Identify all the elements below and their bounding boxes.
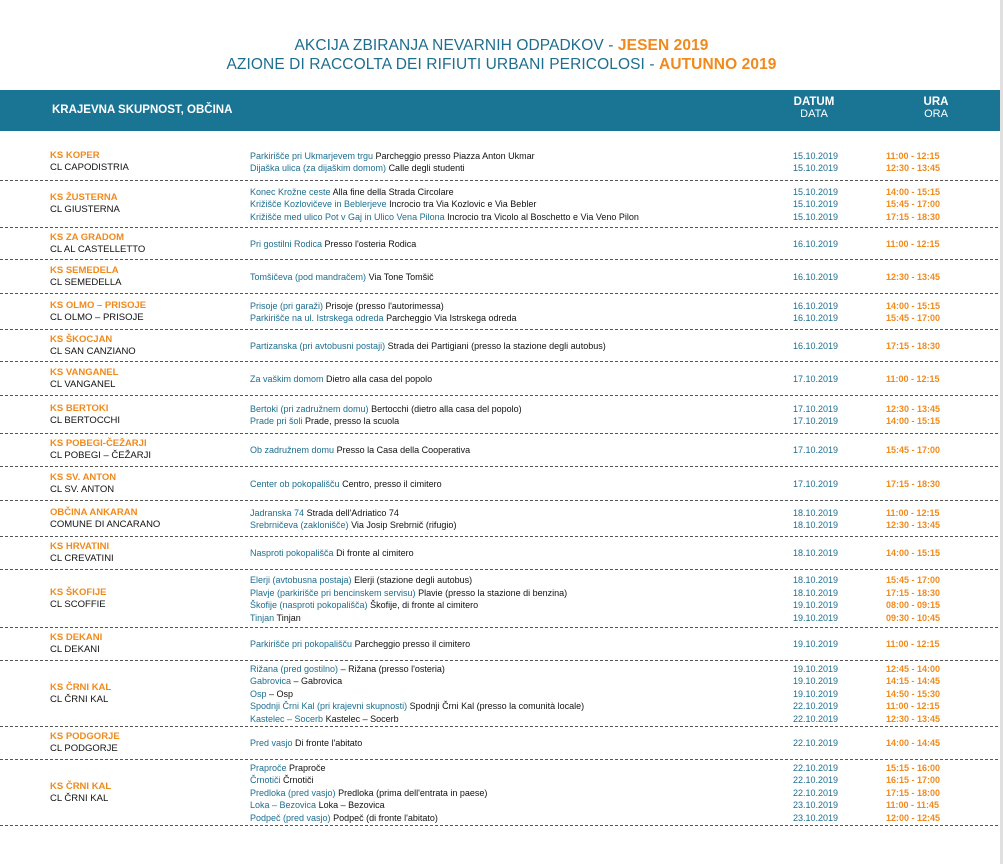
location <box>250 700 584 712</box>
list-item <box>0 812 1003 824</box>
community-name-it: CL SEMEDELLA <box>50 276 122 288</box>
location-it: Tinjan <box>276 612 301 623</box>
date: 22.10.2019 <box>793 762 839 773</box>
location-si: Črnotiči <box>250 775 281 786</box>
time-range: 12:30 - 13:45 <box>886 163 941 173</box>
header-data-label: DATA <box>800 108 828 120</box>
location-si: Spodnji Črni Kal (pri krajevni skupnosti) <box>250 701 408 712</box>
location-si: Parkirišče na ul. Istrskega odreda <box>250 313 384 323</box>
time-range: 14:15 - 14:45 <box>886 676 941 687</box>
community-name-si: KS OLMO – PRISOJE <box>50 299 147 311</box>
time-range: 14:00 - 15:15 <box>886 186 941 197</box>
list-item <box>0 340 1003 352</box>
time-range: 12:00 - 12:45 <box>886 812 941 823</box>
date: 19.10.2019 <box>793 688 839 699</box>
location-si: Partizanska (pri avtobusni postaji) <box>250 340 386 351</box>
location-it: Bertocchi (dietro alla casa del popolo) <box>371 403 522 414</box>
location-it: Incrocio tra Via Kozlovic e Via Bebler <box>389 199 537 210</box>
location <box>250 373 432 385</box>
location <box>250 675 342 687</box>
list-item <box>0 300 1003 312</box>
list-item <box>0 186 1003 198</box>
table-row <box>0 661 1003 727</box>
location <box>250 312 517 324</box>
location-si: Tinjan <box>250 612 275 623</box>
location <box>250 737 362 749</box>
location-si: Pred vasjo <box>250 738 293 749</box>
date: 19.10.2019 <box>793 663 839 674</box>
table-row <box>0 181 1003 228</box>
location-si: Prisoje (pri garaži) <box>250 300 324 311</box>
date: 19.10.2019 <box>793 676 839 687</box>
table-row <box>0 760 1003 826</box>
community-name-it: CL GIUSTERNA <box>50 204 120 215</box>
list-item <box>0 587 1003 599</box>
location-si: Dijaška ulica (za dijaškim domom) <box>250 163 387 173</box>
location-si: Prade pri šoli <box>250 416 303 426</box>
date: 22.10.2019 <box>793 738 839 749</box>
table-row <box>0 330 1003 362</box>
location-it: Dietro alla casa del popolo <box>326 373 433 384</box>
location-si: Pri gostilni Rodica <box>250 238 323 249</box>
date: 15.10.2019 <box>793 186 839 197</box>
date: 16.10.2019 <box>793 313 839 323</box>
location-it: Via Josip Srebrnič (rifugio) <box>351 520 457 530</box>
community-name-si: KS SEMEDELA <box>50 264 119 276</box>
location-si: Jadranska 74 <box>250 507 305 518</box>
list-item <box>0 507 1003 519</box>
location <box>250 774 314 786</box>
community-name-si: KS KOPER <box>50 149 100 161</box>
table-row <box>0 628 1003 661</box>
location <box>250 415 399 427</box>
table-row <box>0 396 1003 434</box>
location-it: Plavie (presso la stazione di benzina) <box>418 587 568 598</box>
date: 17.10.2019 <box>793 478 839 489</box>
table-header <box>0 90 1003 131</box>
list-item <box>0 713 1003 725</box>
community-name-it: CL CREVATINI <box>50 553 114 564</box>
location <box>250 663 445 675</box>
list-item <box>0 663 1003 675</box>
community-name-it: CL OLMO – PRISOJE <box>50 311 144 323</box>
time-range: 12:30 - 13:45 <box>886 713 941 724</box>
time-range: 17:15 - 18:00 <box>886 787 941 798</box>
time-range: 17:15 - 18:30 <box>886 587 941 598</box>
location <box>250 211 639 223</box>
location-si: Nasproti pokopališča <box>250 548 334 559</box>
community-name-si: KS POBEGI-ČEŽARJI <box>50 438 147 449</box>
community-name-it: CL CAPODISTRIA <box>50 161 129 173</box>
date: 17.10.2019 <box>793 445 839 456</box>
location <box>250 150 535 162</box>
time-range: 12:45 - 14:00 <box>886 663 941 674</box>
date: 22.10.2019 <box>793 775 839 786</box>
time-range: 11:00 - 12:15 <box>886 373 940 384</box>
community-name-it: CL BERTOCCHI <box>50 414 121 426</box>
community-name-si: KS HRVATINI <box>50 541 110 552</box>
list-item <box>0 574 1003 586</box>
time-range: 08:00 - 09:15 <box>886 600 941 610</box>
location-si: Ob zadružnem domu <box>250 445 335 456</box>
list-item <box>0 478 1003 490</box>
location-si: Škofije (nasproti pokopališča) <box>250 600 368 610</box>
time-range: 11:00 - 12:15 <box>886 150 940 161</box>
location <box>250 238 416 250</box>
location <box>250 198 536 210</box>
list-item <box>0 688 1003 700</box>
header-datum-label: DATUM <box>793 96 835 108</box>
location-si: Osp <box>250 688 267 699</box>
time-range: 11:00 - 12:15 <box>886 701 940 712</box>
list-item <box>0 612 1003 624</box>
community-name-it: CL POBEGI – ČEŽARJI <box>50 450 152 461</box>
table-row <box>0 260 1003 294</box>
location <box>250 688 293 700</box>
location-it: Di fronte l'abitato <box>295 738 363 749</box>
community-name-it: CL SAN CANZIANO <box>50 345 136 357</box>
location-it: – Rižana (presso l'osteria) <box>340 663 445 674</box>
community-name-it: COMUNE DI ANCARANO <box>50 518 161 530</box>
date: 22.10.2019 <box>793 713 839 724</box>
list-item <box>0 675 1003 687</box>
time-range: 16:15 - 17:00 <box>886 775 941 786</box>
location-si: Loka – Bezovica <box>250 800 317 811</box>
list-item <box>0 198 1003 210</box>
list-item <box>0 415 1003 427</box>
location <box>250 340 606 352</box>
date: 22.10.2019 <box>793 701 839 712</box>
title-line-2 <box>0 56 1003 74</box>
location-it: Calle degli studenti <box>388 163 465 173</box>
community-name-it: CL ČRNI KAL <box>50 693 109 705</box>
list-item <box>0 271 1003 283</box>
location-it: Centro, presso il cimitero <box>342 478 442 489</box>
table-row <box>0 467 1003 501</box>
location <box>250 186 454 198</box>
date: 22.10.2019 <box>793 787 839 798</box>
table-row <box>0 434 1003 467</box>
location-it: Prade, presso la scuola <box>305 416 400 426</box>
location-it: Prisoje (presso l'autorimessa) <box>325 300 444 311</box>
time-range: 14:00 - 15:15 <box>886 300 941 311</box>
time-range: 14:50 - 15:30 <box>886 688 941 699</box>
list-item <box>0 238 1003 250</box>
date: 16.10.2019 <box>793 271 839 282</box>
date: 15.10.2019 <box>793 150 839 161</box>
community-name-it: CL VANGANEL <box>50 378 116 390</box>
location-it: Podpeč (di fronte l'abitato) <box>333 812 438 823</box>
community-name-it: CL SCOFFIE <box>50 598 106 610</box>
time-range: 17:15 - 18:30 <box>886 340 941 351</box>
location <box>250 547 414 559</box>
time-range: 15:45 - 17:00 <box>886 575 941 585</box>
location-si: Podpeč (pred vasjo) <box>250 812 331 823</box>
location <box>250 507 399 519</box>
list-item <box>0 519 1003 531</box>
table-row <box>0 727 1003 760</box>
location-si: Srebrničeva (zaklonišče) <box>250 520 349 530</box>
list-item <box>0 638 1003 650</box>
location-si: Križišče med ulico Pot v Gaj in Ulico Vena Pilona <box>250 211 445 222</box>
community-name-si: KS ČRNI KAL <box>50 780 112 792</box>
location-it: Parcheggio presso il cimitero <box>354 639 471 650</box>
schedule-table <box>0 143 1003 826</box>
location-si: Bertoki (pri zadružnem domu) <box>250 403 369 414</box>
location <box>250 762 326 774</box>
location <box>250 519 456 531</box>
list-item <box>0 312 1003 324</box>
community-name-si: KS VANGANEL <box>50 366 119 378</box>
time-range: 12:30 - 13:45 <box>886 520 941 530</box>
date: 16.10.2019 <box>793 238 839 249</box>
location-it: Alla fine della Strada Circolare <box>332 186 454 197</box>
location <box>250 612 301 624</box>
location-it: Predloka (prima dell'entrata in paese) <box>338 787 488 798</box>
community-name-si: KS ŽUSTERNA <box>50 192 118 203</box>
table-row <box>0 362 1003 396</box>
date: 18.10.2019 <box>793 520 839 530</box>
location-it: Via Tone Tomšič <box>368 271 434 282</box>
list-item <box>0 762 1003 774</box>
location <box>250 574 472 586</box>
location-it: Parcheggio Via Istrskega odreda <box>386 313 517 323</box>
list-item <box>0 211 1003 223</box>
date: 18.10.2019 <box>793 587 839 598</box>
list-item <box>0 403 1003 415</box>
community-name-it: CL PODGORJE <box>50 743 118 754</box>
community-name-it: CL SV. ANTON <box>50 483 115 495</box>
date: 16.10.2019 <box>793 340 839 351</box>
community-name-si: KS SV. ANTON <box>50 471 117 483</box>
time-range: 11:00 - 11:45 <box>886 800 940 811</box>
location-it: Presso l'osteria Rodica <box>324 238 417 249</box>
date: 17.10.2019 <box>793 403 839 414</box>
table-row <box>0 570 1003 628</box>
date: 19.10.2019 <box>793 612 839 623</box>
time-range: 15:15 - 16:00 <box>886 762 941 773</box>
location <box>250 599 478 611</box>
table-row <box>0 143 1003 181</box>
location <box>250 787 487 799</box>
community-name-it: CL DEKANI <box>50 644 100 655</box>
community-name-si: KS BERTOKI <box>50 402 109 414</box>
location <box>250 638 470 650</box>
time-range: 15:45 - 17:00 <box>886 445 941 456</box>
location-it: Praproče <box>289 762 326 773</box>
location <box>250 162 465 174</box>
location-si: Parkirišče pri pokopališču <box>250 639 353 650</box>
list-item <box>0 373 1003 385</box>
time-range: 14:00 - 15:15 <box>886 416 941 426</box>
location-it: Škofije, di fronte al cimitero <box>370 600 479 610</box>
location-it: Kastelec – Socerb <box>325 713 399 724</box>
location-si: Plavje (parkirišče pri bencinskem servisu) <box>250 587 416 598</box>
list-item <box>0 774 1003 786</box>
location-si: Kastelec – Socerb <box>250 713 324 724</box>
time-range: 14:00 - 15:15 <box>886 548 941 559</box>
header-ora-label: ORA <box>924 108 948 120</box>
location-it: Črnotiči <box>283 775 314 786</box>
date: 23.10.2019 <box>793 812 839 823</box>
location <box>250 403 522 415</box>
time-range: 17:15 - 18:30 <box>886 211 941 222</box>
list-item <box>0 737 1003 749</box>
location-it: – Gabrovica <box>293 676 343 687</box>
location <box>250 713 399 725</box>
time-range: 12:30 - 13:45 <box>886 271 941 282</box>
table-row <box>0 501 1003 537</box>
table-row <box>0 228 1003 260</box>
header-ks-label: KRAJEVNA SKUPNOST, OBČINA <box>52 104 233 116</box>
community-name-si: OBČINA ANKARAN <box>50 506 138 518</box>
location-si: Rižana (pred gostilno) <box>250 663 339 674</box>
community-name-it: CL AL CASTELLETTO <box>50 243 146 255</box>
community-name-it: CL ČRNI KAL <box>50 792 109 804</box>
list-item <box>0 599 1003 611</box>
location <box>250 812 438 824</box>
time-range: 15:45 - 17:00 <box>886 199 941 210</box>
date: 17.10.2019 <box>793 373 839 384</box>
list-item <box>0 799 1003 811</box>
date: 18.10.2019 <box>793 548 839 559</box>
location-si: Za vaškim domom <box>250 373 324 384</box>
list-item <box>0 700 1003 712</box>
location <box>250 300 444 312</box>
title-line-2-text: AZIONE DI RACCOLTA DEI RIFIUTI URBANI PERICOLOSI - <box>226 56 660 73</box>
time-range: 11:00 - 12:15 <box>886 507 940 518</box>
list-item <box>0 547 1003 559</box>
date: 19.10.2019 <box>793 600 839 610</box>
location <box>250 444 470 456</box>
community-name-si: KS ŠKOFIJE <box>50 586 107 598</box>
time-range: 11:00 - 12:15 <box>886 238 940 249</box>
location-it: Di fronte al cimitero <box>336 548 414 559</box>
date: 19.10.2019 <box>793 639 839 650</box>
time-range: 17:15 - 18:30 <box>886 478 941 489</box>
date: 15.10.2019 <box>793 211 839 222</box>
table-row <box>0 537 1003 570</box>
location-si: Tomšičeva (pod mandračem) <box>250 271 367 282</box>
location <box>250 587 567 599</box>
location <box>250 478 442 490</box>
community-name-si: KS PODGORJE <box>50 731 120 742</box>
community-name-si: KS DEKANI <box>50 632 103 643</box>
location-si: Center ob pokopališču <box>250 478 340 489</box>
location-it: Parcheggio presso Piazza Anton Ukmar <box>375 150 535 161</box>
title-line-1 <box>0 37 1003 55</box>
list-item <box>0 444 1003 456</box>
location-it: Elerji (stazione degli autobus) <box>354 575 473 585</box>
date: 15.10.2019 <box>793 163 839 173</box>
header-datum <box>783 96 845 120</box>
location-si: Elerji (avtobusna postaja) <box>250 575 352 585</box>
location <box>250 799 385 811</box>
location <box>250 271 434 283</box>
date: 23.10.2019 <box>793 800 839 811</box>
list-item <box>0 150 1003 162</box>
header-ura-label: URA <box>923 96 949 108</box>
community-name-si: KS ZA GRADOM <box>50 231 125 243</box>
date: 18.10.2019 <box>793 507 839 518</box>
title-line-1-accent: JESEN 2019 <box>617 37 709 54</box>
date: 16.10.2019 <box>793 300 839 311</box>
location-si: Praproče <box>250 762 287 773</box>
title-line-2-accent: AUTUNNO 2019 <box>659 56 777 73</box>
time-range: 11:00 - 12:15 <box>886 639 940 650</box>
location-it: Spodnji Črni Kal (presso la comunità locale) <box>409 701 585 712</box>
list-item <box>0 787 1003 799</box>
table-row <box>0 294 1003 330</box>
time-range: 15:45 - 17:00 <box>886 313 941 323</box>
title-line-1-text: AKCIJA ZBIRANJA NEVARNIH ODPADKOV - <box>294 37 618 54</box>
location-si: Gabrovica <box>250 676 292 687</box>
location-it: Strada dei Partigiani (presso la stazione degli autobus) <box>387 340 606 351</box>
time-range: 12:30 - 13:45 <box>886 403 941 414</box>
date: 17.10.2019 <box>793 416 839 426</box>
date: 15.10.2019 <box>793 199 839 210</box>
location-si: Predloka (pred vasjo) <box>250 787 336 798</box>
location-si: Konec Krožne ceste <box>250 186 331 197</box>
header-ura <box>905 96 967 120</box>
location-it: Strada dell'Adriatico 74 <box>306 507 399 518</box>
time-range: 09:30 - 10:45 <box>886 612 941 623</box>
list-item <box>0 162 1003 174</box>
location-si: Križišče Kozlovičeve in Beblerjeve <box>250 199 387 210</box>
location-it: Presso la Casa della Cooperativa <box>336 445 471 456</box>
location-it: Incrocio tra Vicolo al Boschetto e Via Veno Pilon <box>447 211 639 222</box>
location-si: Parkirišče pri Ukmarjevem trgu <box>250 150 374 161</box>
community-name-si: KS ŠKOCJAN <box>50 333 113 345</box>
community-name-si: KS ČRNI KAL <box>50 681 112 693</box>
location-it: – Osp <box>269 688 294 699</box>
date: 18.10.2019 <box>793 575 839 585</box>
time-range: 14:00 - 14:45 <box>886 738 941 749</box>
location-it: Loka – Bezovica <box>318 800 385 811</box>
